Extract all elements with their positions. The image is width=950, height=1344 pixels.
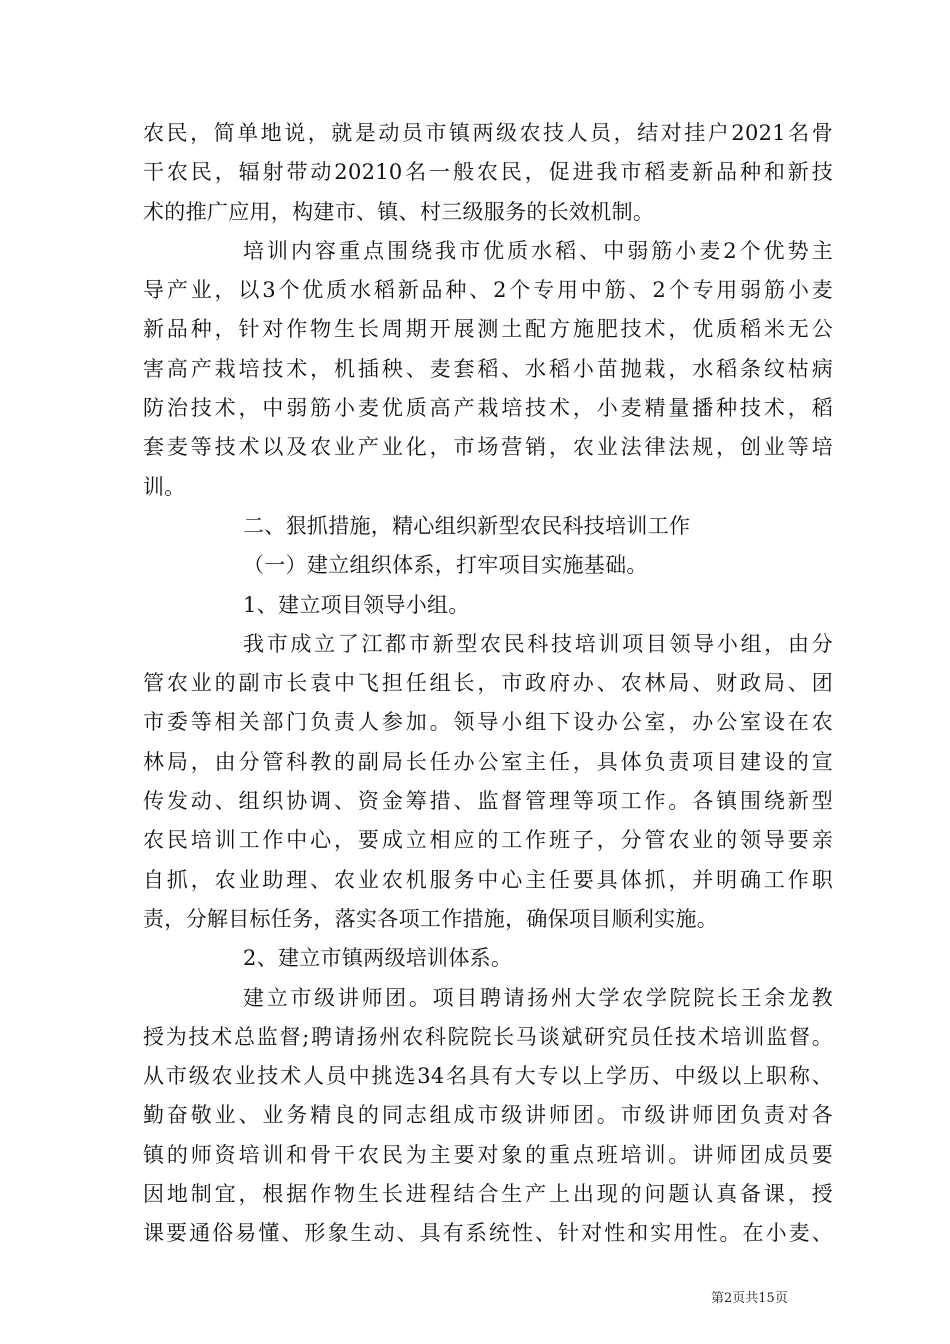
- text-line: 管农业的副市长袁中飞担任组长，市政府办、农林局、财政局、团: [143, 671, 833, 696]
- text-line: 因地制宜，根据作物生长进程结合生产上出现的问题认真备课，授: [143, 1182, 833, 1207]
- subsection-heading: （一）建立组织体系，打牢项目实施基础。: [243, 553, 648, 578]
- text-line: 干农民，辐射带动20210名一般农民，促进我市稻麦新品种和新技: [143, 160, 833, 185]
- text-line: 防治技术，中弱筋小麦优质高产栽培技术，小麦精量播种技术，稻: [143, 396, 833, 421]
- text-line: 害高产栽培技术，机插秧、麦套稻、水稻小苗抛栽，水稻条纹枯病: [143, 356, 833, 381]
- text-line: 责，分解目标任务，落实各项工作措施，确保项目顺利实施。: [143, 906, 719, 931]
- text-line: 林局，由分管科教的副局长任办公室主任，具体负责项目建设的宣: [143, 749, 833, 774]
- text-line: 从市级农业技术人员中挑选34名具有大专以上学历、中级以上职称、: [143, 1064, 833, 1089]
- text-line: 农民，简单地说，就是动员市镇两级农技人员，结对挂户2021名骨: [143, 121, 833, 145]
- text-line: 训。: [143, 474, 186, 499]
- page-number: 第2页共15页: [711, 1291, 788, 1306]
- text-line: 传发动、组织协调、资金筹措、监督管理等项工作。各镇围绕新型: [143, 789, 833, 814]
- text-line: 导产业，以3个优质水稻新品种、2个专用中筋、2个专用弱筋小麦: [143, 278, 833, 303]
- text-line: 新品种，针对作物生长周期开展测土配方施肥技术，优质稻米无公: [143, 317, 833, 342]
- section-heading: 二、狠抓措施，精心组织新型农民科技培训工作: [243, 513, 691, 538]
- item-heading: 2、建立市镇两级培训体系。: [243, 946, 513, 971]
- text-line: 自抓，农业助理、农业农机服务中心主任要具体抓，并明确工作职: [143, 867, 833, 892]
- paragraph-first-line: 建立市级讲师团。项目聘请扬州大学农学院院长王余龙教: [243, 985, 833, 1010]
- paragraph-first-line: 我市成立了江都市新型农民科技培训项目领导小组，由分: [243, 631, 833, 656]
- text-line: 农民培训工作中心，要成立相应的工作班子，分管农业的领导要亲: [143, 828, 833, 853]
- text-line: 术的推广应用，构建市、镇、村三级服务的长效机制。: [143, 199, 655, 224]
- text-line: 授为技术总监督;聘请扬州农科院院长马谈斌研究员任技术培训监督。: [143, 1024, 833, 1049]
- text-line: 镇的师资培训和骨干农民为主要对象的重点班培训。讲师团成员要: [143, 1142, 833, 1167]
- paragraph-first-line: 培训内容重点围绕我市优质水稻、中弱筋小麦2个优势主: [243, 238, 833, 263]
- text-line: 套麦等技术以及农业产业化，市场营销，农业法律法规，创业等培: [143, 435, 833, 460]
- text-line: 市委等相关部门负责人参加。领导小组下设办公室，办公室设在农: [143, 710, 833, 735]
- text-line: 勤奋敬业、业务精良的同志组成市级讲师团。市级讲师团负责对各: [143, 1103, 833, 1128]
- body-text: [143, 114, 833, 1254]
- text-line: 课要通俗易懂、形象生动、具有系统性、针对性和实用性。在小麦、: [143, 1221, 833, 1246]
- item-heading: 1、建立项目领导小组。: [243, 592, 470, 617]
